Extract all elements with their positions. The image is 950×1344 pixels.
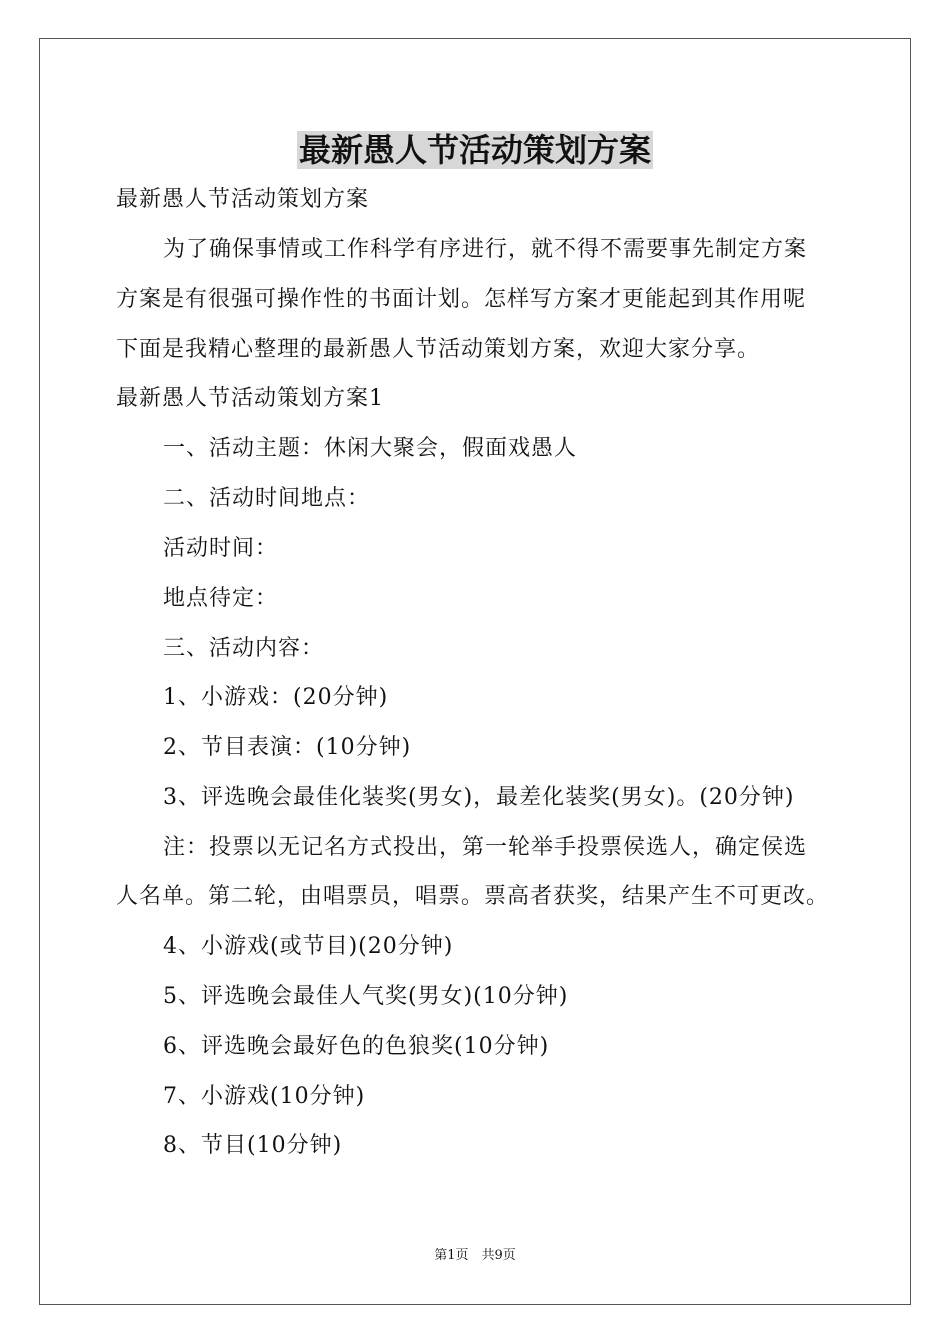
list-item: 5、评选晚会最佳人气奖(男女)(10分钟)	[163, 984, 569, 1009]
paragraph-line: 方案是有很强可操作性的书面计划。怎样写方案才更能起到其作用呢	[116, 287, 807, 312]
note-line: 注：投票以无记名方式投出，第一轮举手投票侯选人，确定侯选	[163, 835, 808, 860]
list-item: 6、评选晚会最好色的色狼奖(10分钟)	[163, 1034, 550, 1059]
paragraph-line: 为了确保事情或工作科学有序进行，就不得不需要事先制定方案	[163, 237, 808, 262]
section-heading: 最新愚人节活动策划方案1	[116, 386, 384, 411]
note-line: 人名单。第二轮，由唱票员，唱票。票高者获奖，结果产生不可更改。	[116, 884, 830, 909]
page-frame	[39, 38, 911, 1305]
list-item: 7、小游戏(10分钟)	[163, 1084, 366, 1109]
list-item: 活动时间：	[163, 536, 279, 561]
list-item: 二、活动时间地点：	[163, 486, 371, 511]
list-item: 2、节目表演：(10分钟)	[163, 735, 412, 760]
paragraph-line: 下面是我精心整理的最新愚人节活动策划方案，欢迎大家分享。	[116, 337, 761, 362]
subtitle-line: 最新愚人节活动策划方案	[116, 187, 370, 212]
list-item: 三、活动内容：	[163, 636, 325, 661]
list-item: 8、节目(10分钟)	[163, 1133, 343, 1158]
list-item: 一、活动主题：休闲大聚会，假面戏愚人	[163, 436, 578, 461]
list-item: 地点待定：	[163, 586, 279, 611]
list-item: 4、小游戏(或节目)(20分钟)	[163, 934, 454, 959]
document-title-text: 最新愚人节活动策划方案	[298, 131, 651, 169]
list-item: 3、评选晚会最佳化装奖(男女)，最差化装奖(男女)。(20分钟)	[163, 785, 795, 810]
page-footer: 第1页 共9页	[434, 1248, 516, 1263]
list-item: 1、小游戏：(20分钟)	[163, 685, 389, 710]
document-title	[0, 128, 950, 172]
